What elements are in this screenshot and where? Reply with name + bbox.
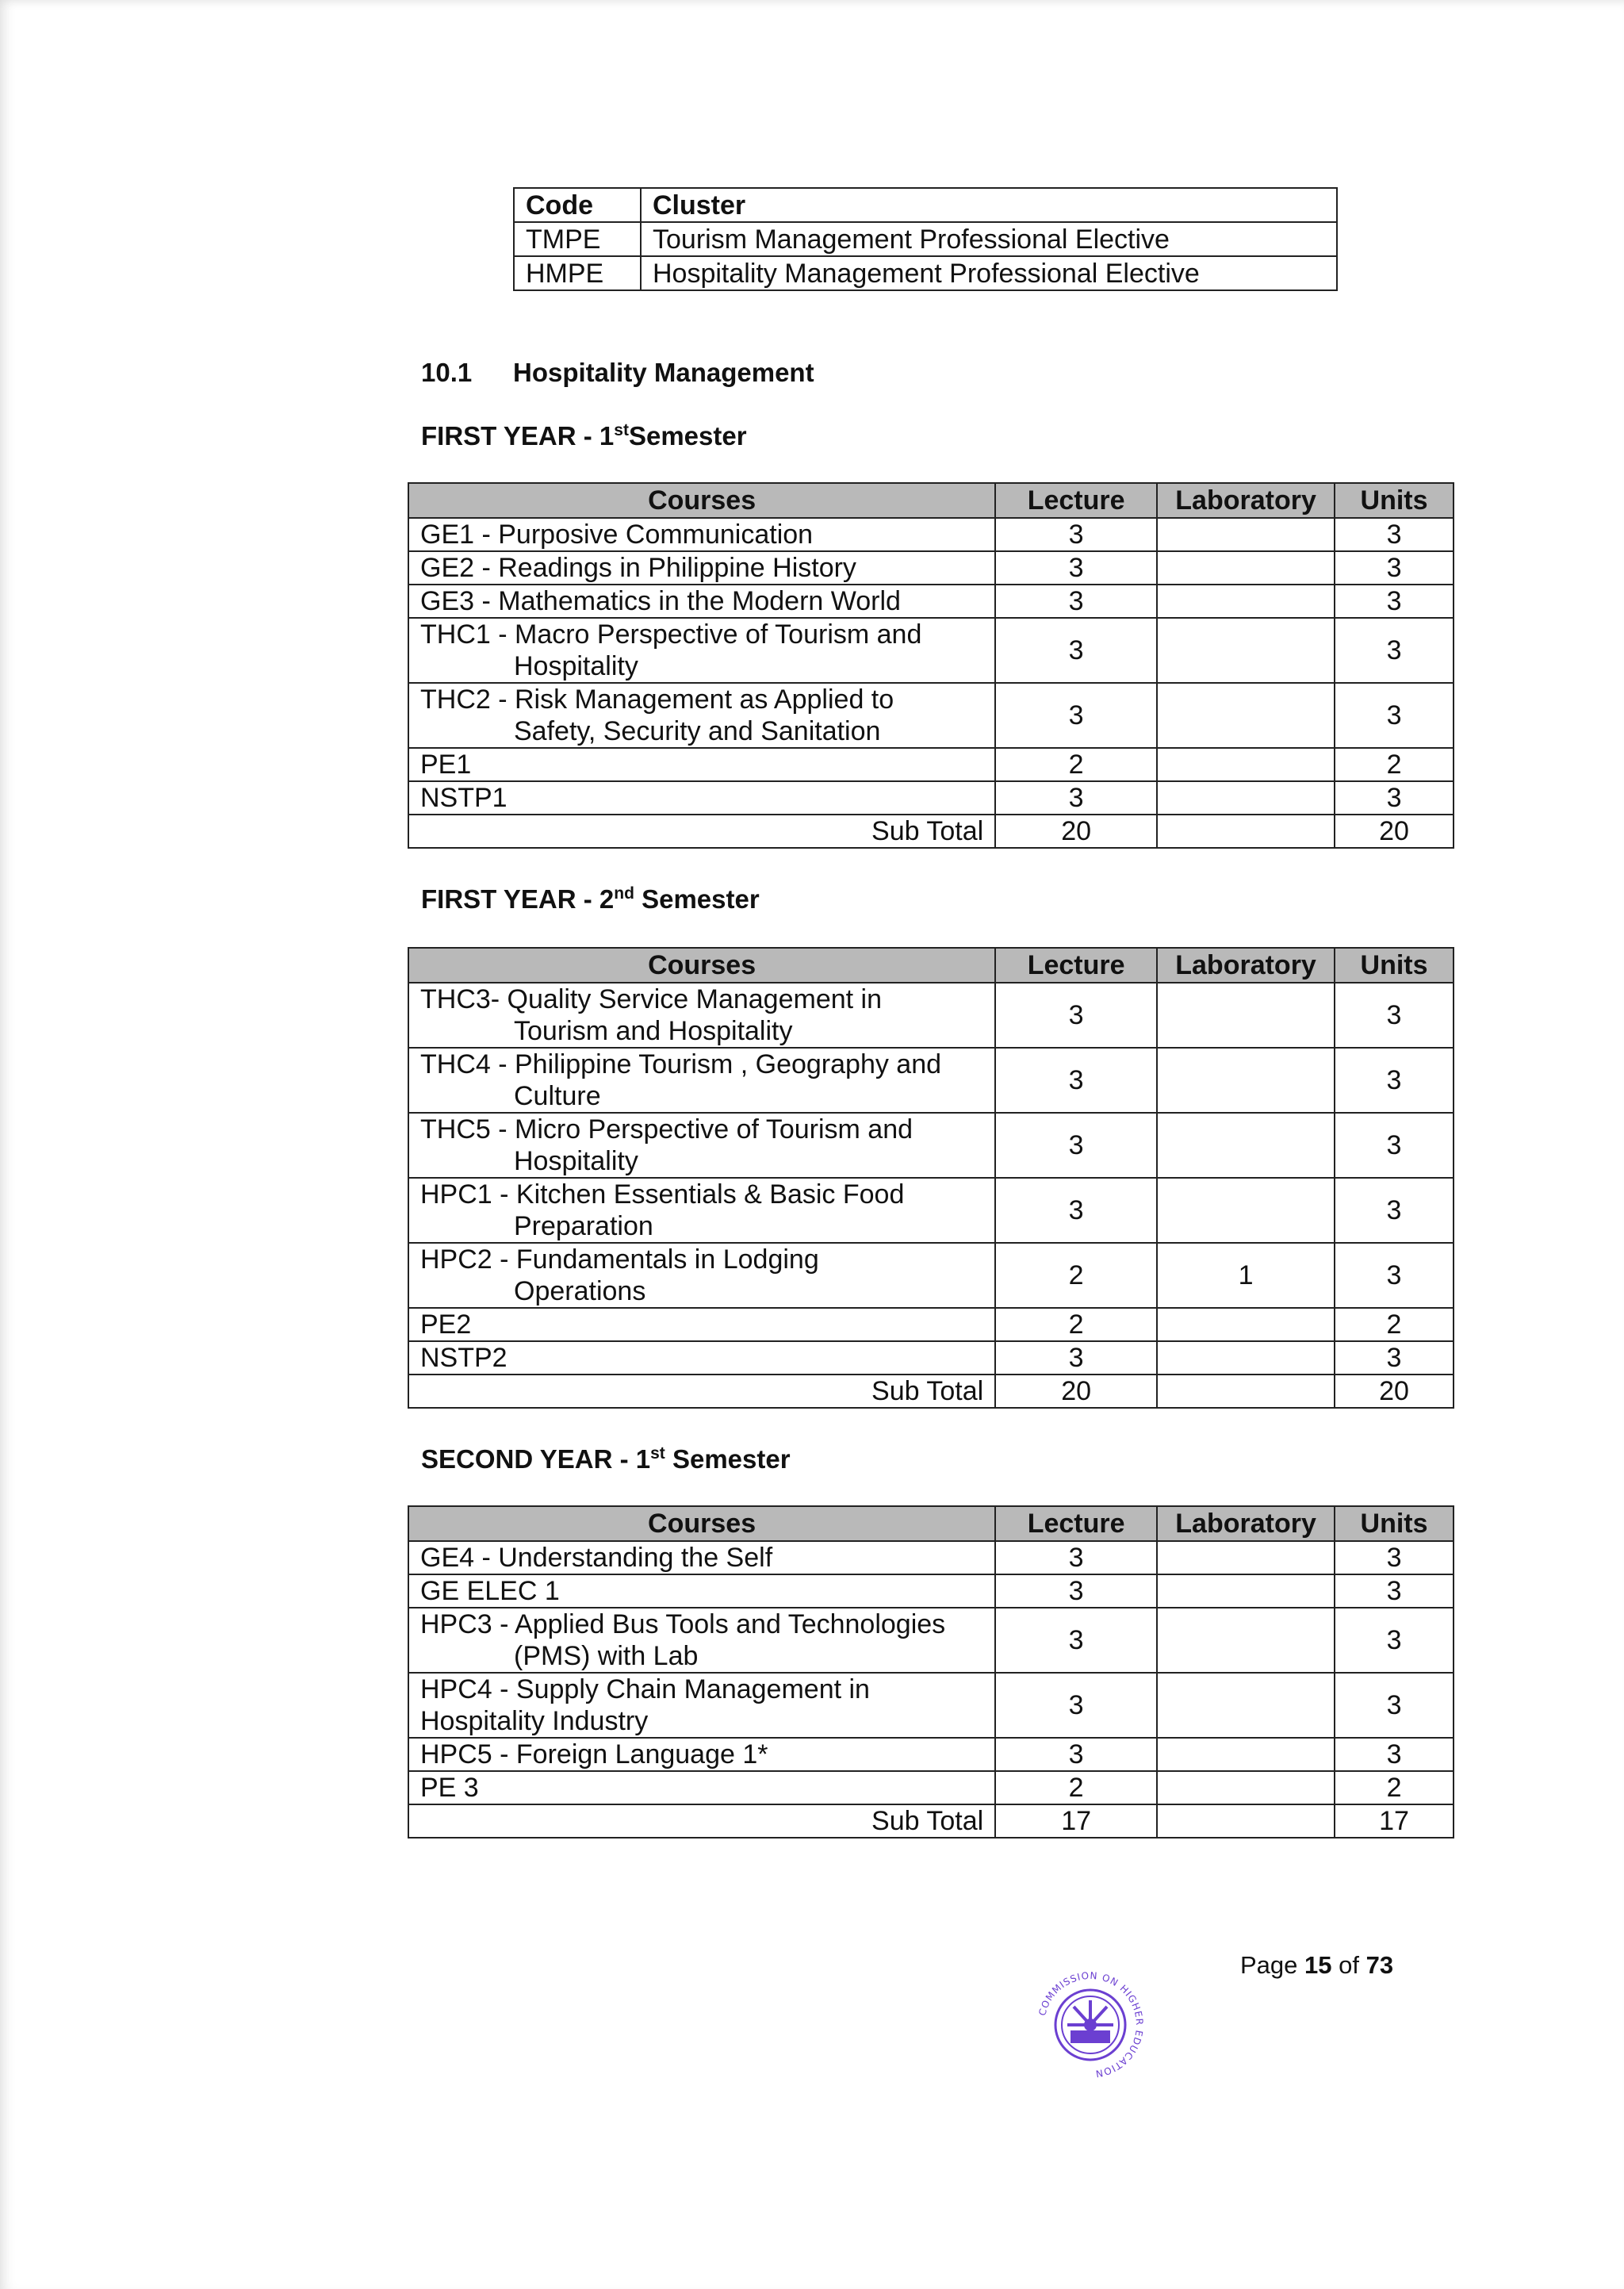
lecture-hours: 3	[995, 1113, 1157, 1178]
course-name	[408, 748, 995, 781]
lecture-hours: 2	[995, 748, 1157, 781]
courses-header: Courses	[408, 1506, 995, 1541]
course-name-line: HPC1 - Kitchen Essentials & Basic Food	[420, 1179, 905, 1210]
semester-label: Semester	[634, 884, 760, 914]
lecture-hours: 2	[995, 1308, 1157, 1341]
course-name-line: GE3 - Mathematics in the Modern World	[420, 586, 901, 616]
lab-hours	[1157, 1771, 1335, 1804]
semester-heading	[421, 884, 760, 915]
course-name	[408, 1771, 995, 1804]
semester-label: Semester	[665, 1444, 791, 1474]
course-row	[408, 781, 1454, 815]
page-number	[1240, 1951, 1393, 1980]
units: 3	[1335, 1541, 1454, 1574]
course-name-continuation: Hospitality Industry	[420, 1706, 649, 1736]
semester-title: FIRST YEAR - 2	[421, 884, 615, 914]
course-name-line: THC4 - Philippine Tourism , Geography and	[420, 1049, 942, 1079]
semester-title: SECOND YEAR - 1	[421, 1444, 651, 1474]
cluster-row	[514, 256, 1337, 290]
lab-hours	[1157, 518, 1335, 551]
lecture-hours: 3	[995, 1673, 1157, 1738]
laboratory-header: Laboratory	[1157, 948, 1335, 983]
course-row	[408, 1113, 1454, 1178]
units: 3	[1335, 1048, 1454, 1113]
semester-ordinal: st	[614, 421, 629, 439]
course-name-line: THC3- Quality Service Management in	[420, 984, 883, 1014]
subtotal-row	[408, 815, 1454, 848]
course-name	[408, 683, 995, 748]
lecture-header: Lecture	[995, 1506, 1157, 1541]
lab-hours: 1	[1157, 1243, 1335, 1308]
lab-hours	[1157, 1541, 1335, 1574]
units: 2	[1335, 1308, 1454, 1341]
cluster-header: Cluster	[641, 188, 1337, 222]
units-header: Units	[1335, 948, 1454, 983]
lab-hours	[1157, 781, 1335, 815]
table-header-row	[408, 1506, 1454, 1541]
laboratory-header: Laboratory	[1157, 1506, 1335, 1541]
subtotal-lecture: 20	[995, 1375, 1157, 1408]
course-row	[408, 1308, 1454, 1341]
course-name-line: PE1	[420, 750, 472, 780]
lecture-header: Lecture	[995, 948, 1157, 983]
subtotal-lab	[1157, 1375, 1335, 1408]
course-name	[408, 585, 995, 618]
lab-hours	[1157, 683, 1335, 748]
course-name-continuation: Safety, Security and Sanitation	[514, 716, 881, 746]
course-name	[408, 1048, 995, 1113]
course-name	[408, 1738, 995, 1771]
course-row	[408, 1178, 1454, 1243]
lecture-hours: 3	[995, 618, 1157, 683]
units: 3	[1335, 1341, 1454, 1375]
seal-text: COMMISSION ON HIGHER EDUCATION	[1036, 1969, 1146, 2080]
semester-heading	[421, 1444, 791, 1475]
course-name	[408, 1113, 995, 1178]
course-name-line: HPC5 - Foreign Language 1*	[420, 1739, 768, 1769]
subtotal-lecture: 20	[995, 815, 1157, 848]
subtotal-label: Sub Total	[408, 1804, 995, 1838]
course-name-line: NSTP2	[420, 1343, 508, 1373]
subtotal-row	[408, 1804, 1454, 1838]
course-name-continuation: Tourism and Hospitality	[514, 1016, 793, 1046]
units: 3	[1335, 1243, 1454, 1308]
course-row	[408, 585, 1454, 618]
subtotal-units: 20	[1335, 815, 1454, 848]
course-name-line: PE 3	[420, 1773, 479, 1803]
lecture-hours: 3	[995, 1541, 1157, 1574]
lab-hours	[1157, 1608, 1335, 1673]
lecture-header: Lecture	[995, 483, 1157, 518]
subtotal-row	[408, 1375, 1454, 1408]
course-row	[408, 551, 1454, 585]
course-row	[408, 1771, 1454, 1804]
cluster-row	[514, 222, 1337, 256]
laboratory-header: Laboratory	[1157, 483, 1335, 518]
lab-hours	[1157, 1178, 1335, 1243]
lab-hours	[1157, 1341, 1335, 1375]
cluster-name: Hospitality Management Professional Elective	[641, 256, 1337, 290]
subtotal-lab	[1157, 815, 1335, 848]
units: 3	[1335, 1608, 1454, 1673]
units: 2	[1335, 1771, 1454, 1804]
lab-hours	[1157, 618, 1335, 683]
course-name	[408, 1673, 995, 1738]
units: 3	[1335, 983, 1454, 1048]
course-name-line: THC5 - Micro Perspective of Tourism and	[420, 1114, 914, 1144]
lecture-hours: 3	[995, 983, 1157, 1048]
section-title: Hospitality Management	[513, 358, 814, 387]
ched-seal-icon	[1031, 1965, 1150, 2084]
page-total: 73	[1365, 1951, 1394, 1979]
course-row	[408, 618, 1454, 683]
course-name	[408, 1308, 995, 1341]
course-name-line: GE2 - Readings in Philippine History	[420, 553, 856, 583]
units: 3	[1335, 585, 1454, 618]
course-name-line: HPC4 - Supply Chain Management in	[420, 1674, 870, 1704]
lecture-hours: 3	[995, 1178, 1157, 1243]
semester-ordinal: nd	[614, 884, 634, 903]
course-table-y1s2	[408, 947, 1454, 1409]
units: 3	[1335, 1178, 1454, 1243]
units: 3	[1335, 1673, 1454, 1738]
lecture-hours: 3	[995, 518, 1157, 551]
subtotal-label: Sub Total	[408, 1375, 995, 1408]
course-name	[408, 518, 995, 551]
course-name	[408, 551, 995, 585]
units: 3	[1335, 1113, 1454, 1178]
courses-header: Courses	[408, 483, 995, 518]
page-of: of	[1331, 1951, 1366, 1979]
course-row	[408, 1608, 1454, 1673]
semester-title: FIRST YEAR - 1	[421, 421, 615, 451]
course-row	[408, 1541, 1454, 1574]
units: 3	[1335, 551, 1454, 585]
course-row	[408, 1673, 1454, 1738]
course-name	[408, 781, 995, 815]
section-heading	[421, 357, 814, 389]
lecture-hours: 3	[995, 1341, 1157, 1375]
lab-hours	[1157, 1308, 1335, 1341]
course-name-line: THC2 - Risk Management as Applied to	[420, 684, 894, 715]
course-name	[408, 1541, 995, 1574]
lab-hours	[1157, 551, 1335, 585]
lab-hours	[1157, 748, 1335, 781]
page-current: 15	[1304, 1951, 1332, 1979]
semester-heading	[421, 420, 747, 452]
units-header: Units	[1335, 1506, 1454, 1541]
course-name-line: HPC3 - Applied Bus Tools and Technologies	[420, 1609, 946, 1639]
lecture-hours: 3	[995, 585, 1157, 618]
course-row	[408, 1341, 1454, 1375]
cluster-code: HMPE	[514, 256, 641, 290]
subtotal-lecture: 17	[995, 1804, 1157, 1838]
semester-ordinal: st	[650, 1444, 665, 1463]
course-row	[408, 683, 1454, 748]
course-name-line: GE4 - Understanding the Self	[420, 1543, 773, 1573]
lab-hours	[1157, 1113, 1335, 1178]
code-header: Code	[514, 188, 641, 222]
course-name-line: GE1 - Purposive Communication	[420, 520, 814, 550]
course-row	[408, 1738, 1454, 1771]
lecture-hours: 3	[995, 781, 1157, 815]
units: 2	[1335, 748, 1454, 781]
lab-hours	[1157, 1048, 1335, 1113]
courses-header: Courses	[408, 948, 995, 983]
lab-hours	[1157, 1738, 1335, 1771]
lecture-hours: 3	[995, 683, 1157, 748]
units: 3	[1335, 618, 1454, 683]
cluster-table-header	[514, 188, 1337, 222]
lecture-hours: 3	[995, 1608, 1157, 1673]
course-name-line: HPC2 - Fundamentals in Lodging	[420, 1244, 819, 1275]
lab-hours	[1157, 1673, 1335, 1738]
course-name-line: PE2	[420, 1309, 472, 1340]
course-name-line: GE ELEC 1	[420, 1576, 560, 1606]
course-name-continuation: Hospitality	[514, 651, 638, 681]
course-name-line: THC1 - Macro Perspective of Tourism and	[420, 619, 922, 650]
course-row	[408, 983, 1454, 1048]
lecture-hours: 3	[995, 1574, 1157, 1608]
lab-hours	[1157, 585, 1335, 618]
units-header: Units	[1335, 483, 1454, 518]
subtotal-label: Sub Total	[408, 815, 995, 848]
course-table-y1s1	[408, 482, 1454, 849]
table-header-row	[408, 948, 1454, 983]
lecture-hours: 3	[995, 551, 1157, 585]
course-row	[408, 1243, 1454, 1308]
course-name-continuation: (PMS) with Lab	[514, 1641, 699, 1671]
section-number: 10.1	[421, 358, 473, 387]
course-name	[408, 1608, 995, 1673]
course-name-continuation: Hospitality	[514, 1146, 638, 1176]
subtotal-units: 20	[1335, 1375, 1454, 1408]
lecture-hours: 3	[995, 1048, 1157, 1113]
course-row	[408, 1048, 1454, 1113]
lab-hours	[1157, 983, 1335, 1048]
course-row	[408, 518, 1454, 551]
course-name	[408, 1574, 995, 1608]
lecture-hours: 2	[995, 1771, 1157, 1804]
subtotal-lab	[1157, 1804, 1335, 1838]
units: 3	[1335, 1574, 1454, 1608]
course-name-continuation: Preparation	[514, 1211, 653, 1241]
subtotal-units: 17	[1335, 1804, 1454, 1838]
course-name	[408, 1341, 995, 1375]
course-name-continuation: Culture	[514, 1081, 601, 1111]
course-name-continuation: Operations	[514, 1276, 646, 1306]
cluster-name: Tourism Management Professional Elective	[641, 222, 1337, 256]
course-name	[408, 983, 995, 1048]
course-name-line: NSTP1	[420, 783, 508, 813]
lecture-hours: 2	[995, 1243, 1157, 1308]
course-name	[408, 1243, 995, 1308]
cluster-code: TMPE	[514, 222, 641, 256]
course-table-y2s1	[408, 1505, 1454, 1838]
lab-hours	[1157, 1574, 1335, 1608]
units: 3	[1335, 518, 1454, 551]
semester-label: Semester	[628, 421, 747, 451]
course-name	[408, 618, 995, 683]
units: 3	[1335, 683, 1454, 748]
units: 3	[1335, 781, 1454, 815]
lecture-hours: 3	[995, 1738, 1157, 1771]
course-row	[408, 1574, 1454, 1608]
table-header-row	[408, 483, 1454, 518]
course-row	[408, 748, 1454, 781]
page-prefix: Page	[1240, 1951, 1305, 1979]
course-name	[408, 1178, 995, 1243]
cluster-code-table	[513, 187, 1338, 291]
units: 3	[1335, 1738, 1454, 1771]
